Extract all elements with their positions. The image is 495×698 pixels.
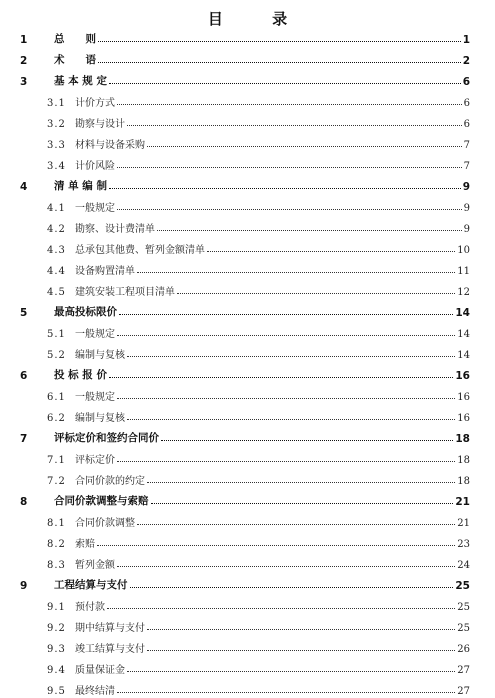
entry-title: 清 单 编 制 xyxy=(54,180,107,192)
toc-section-entry[interactable] xyxy=(0,322,495,340)
entry-page-number: 27 xyxy=(457,665,470,676)
entry-number: 7.2 xyxy=(47,476,66,487)
entry-page-number: 24 xyxy=(457,560,470,571)
entry-title: 暂列金额 xyxy=(75,560,115,571)
entry-number: 4.1 xyxy=(47,203,66,214)
entry-title: 工程结算与支付 xyxy=(54,579,128,591)
entry-number: 4.2 xyxy=(47,224,66,235)
entry-title: 材料与设备采购 xyxy=(75,140,145,151)
entry-title: 评标定价和签约合同价 xyxy=(54,432,159,444)
entry-number: 6 xyxy=(20,370,28,382)
toc-section-entry[interactable] xyxy=(0,616,495,634)
entry-number: 1 xyxy=(20,34,28,46)
toc-chapter-entry[interactable] xyxy=(0,301,495,319)
entry-title: 评标定价 xyxy=(75,455,115,466)
dot-leader xyxy=(130,586,454,588)
toc-section-entry[interactable] xyxy=(0,679,495,697)
entry-title: 最高投标限价 xyxy=(54,306,117,318)
entry-title: 一般规定 xyxy=(75,203,115,214)
toc-chapter-entry[interactable] xyxy=(0,175,495,193)
dot-leader xyxy=(117,166,462,168)
toc-chapter-entry[interactable] xyxy=(0,427,495,445)
entry-number: 9.4 xyxy=(47,665,66,676)
entry-number: 4.4 xyxy=(47,266,66,277)
entry-number: 3.4 xyxy=(47,161,66,172)
dot-leader xyxy=(109,187,461,189)
entry-number: 6.2 xyxy=(47,413,66,424)
toc-chapter-entry[interactable] xyxy=(0,364,495,382)
entry-number: 4.3 xyxy=(47,245,66,256)
toc-section-entry[interactable] xyxy=(0,91,495,109)
dot-leader xyxy=(117,565,455,567)
toc-section-entry[interactable] xyxy=(0,259,495,277)
entry-title: 计价风险 xyxy=(75,161,115,172)
entry-title: 总 则 xyxy=(54,33,96,45)
entry-number: 5.2 xyxy=(47,350,66,361)
entry-title: 合同价款的约定 xyxy=(75,476,145,487)
entry-title: 基 本 规 定 xyxy=(54,75,107,87)
entry-page-number: 6 xyxy=(462,76,470,88)
entry-page-number: 9 xyxy=(463,224,470,235)
entry-title: 设备购置清单 xyxy=(75,266,135,277)
toc-section-entry[interactable] xyxy=(0,217,495,235)
entry-page-number: 14 xyxy=(455,307,470,319)
dot-leader xyxy=(157,229,462,231)
toc-chapter-entry[interactable] xyxy=(0,28,495,46)
dot-leader xyxy=(117,460,455,462)
toc-section-entry[interactable] xyxy=(0,385,495,403)
entry-page-number: 25 xyxy=(457,623,470,634)
dot-leader xyxy=(98,61,461,63)
entry-title: 编制与复核 xyxy=(75,413,125,424)
entry-title: 总承包其他费、暂列金额清单 xyxy=(75,245,205,256)
toc-section-entry[interactable] xyxy=(0,238,495,256)
entry-page-number: 16 xyxy=(457,392,470,403)
toc-chapter-entry[interactable] xyxy=(0,70,495,88)
entry-title: 编制与复核 xyxy=(75,350,125,361)
page-title: 目 录 xyxy=(207,10,310,28)
toc-section-entry[interactable] xyxy=(0,637,495,655)
entry-number: 4 xyxy=(20,181,28,193)
entry-page-number: 26 xyxy=(457,644,470,655)
entry-page-number: 11 xyxy=(457,266,470,277)
toc-chapter-entry[interactable] xyxy=(0,574,495,592)
dot-leader xyxy=(117,691,455,693)
entry-title: 勘察、设计费清单 xyxy=(75,224,155,235)
toc-section-entry[interactable] xyxy=(0,154,495,172)
dot-leader xyxy=(109,376,453,378)
entry-title: 勘察与设计 xyxy=(75,119,125,130)
dot-leader xyxy=(117,334,455,336)
entry-page-number: 14 xyxy=(457,329,470,340)
entry-number: 3.3 xyxy=(47,140,66,151)
dot-leader xyxy=(119,313,453,315)
dot-leader xyxy=(117,397,455,399)
entry-title: 投 标 报 价 xyxy=(54,369,107,381)
entry-title: 期中结算与支付 xyxy=(75,623,145,634)
entry-title: 一般规定 xyxy=(75,329,115,340)
entry-number: 9.5 xyxy=(47,686,66,697)
entry-page-number: 21 xyxy=(455,496,470,508)
entry-number: 8 xyxy=(20,496,28,508)
dot-leader xyxy=(127,670,455,672)
entry-number: 7.1 xyxy=(47,455,66,466)
toc-section-entry[interactable] xyxy=(0,133,495,151)
entry-page-number: 14 xyxy=(457,350,470,361)
dot-leader xyxy=(107,607,455,609)
entry-number: 8.3 xyxy=(47,560,66,571)
entry-title: 合同价款调整 xyxy=(75,518,135,529)
entry-page-number: 12 xyxy=(457,287,470,298)
entry-title: 一般规定 xyxy=(75,392,115,403)
dot-leader xyxy=(127,124,462,126)
entry-page-number: 10 xyxy=(457,245,470,256)
dot-leader xyxy=(137,523,455,525)
toc-section-entry[interactable] xyxy=(0,469,495,487)
entry-number: 8.2 xyxy=(47,539,66,550)
entry-number: 5.1 xyxy=(47,329,66,340)
dot-leader xyxy=(127,355,455,357)
dot-leader xyxy=(151,502,454,504)
toc-chapter-entry[interactable] xyxy=(0,490,495,508)
entry-number: 9.3 xyxy=(47,644,66,655)
entry-page-number: 23 xyxy=(457,539,470,550)
entry-title: 建筑安装工程项目清单 xyxy=(75,287,175,298)
entry-number: 4.5 xyxy=(47,287,66,298)
dot-leader xyxy=(137,271,455,273)
entry-page-number: 21 xyxy=(457,518,470,529)
entry-title: 合同价款调整与索赔 xyxy=(54,495,149,507)
entry-number: 3.2 xyxy=(47,119,66,130)
entry-page-number: 16 xyxy=(455,370,470,382)
entry-title: 质量保证金 xyxy=(75,665,125,676)
entry-title: 竣工结算与支付 xyxy=(75,644,145,655)
entry-page-number: 2 xyxy=(462,55,470,67)
entry-page-number: 6 xyxy=(463,98,470,109)
toc-section-entry[interactable] xyxy=(0,448,495,466)
entry-number: 5 xyxy=(20,307,28,319)
dot-leader xyxy=(117,103,462,105)
dot-leader xyxy=(147,649,455,651)
entry-page-number: 18 xyxy=(457,476,470,487)
toc-section-entry[interactable] xyxy=(0,196,495,214)
dot-leader xyxy=(147,145,462,147)
entry-page-number: 7 xyxy=(463,140,470,151)
entry-page-number: 16 xyxy=(457,413,470,424)
toc-section-entry[interactable] xyxy=(0,595,495,613)
dot-leader xyxy=(97,544,455,546)
entry-page-number: 9 xyxy=(462,181,470,193)
dot-leader xyxy=(109,82,461,84)
toc-chapter-entry[interactable] xyxy=(0,49,495,67)
entry-number: 3.1 xyxy=(47,98,66,109)
toc-section-entry[interactable] xyxy=(0,553,495,571)
entry-number: 2 xyxy=(20,55,28,67)
toc-section-entry[interactable] xyxy=(0,112,495,130)
entry-page-number: 27 xyxy=(457,686,470,697)
entry-number: 9 xyxy=(20,580,28,592)
entry-page-number: 1 xyxy=(462,34,470,46)
entry-page-number: 25 xyxy=(457,602,470,613)
entry-page-number: 7 xyxy=(463,161,470,172)
dot-leader xyxy=(117,208,462,210)
entry-page-number: 9 xyxy=(463,203,470,214)
dot-leader xyxy=(147,628,455,630)
entry-page-number: 18 xyxy=(455,433,470,445)
entry-number: 6.1 xyxy=(47,392,66,403)
entry-title: 术 语 xyxy=(54,54,96,66)
toc-section-entry[interactable] xyxy=(0,406,495,424)
toc-section-entry[interactable] xyxy=(0,511,495,529)
dot-leader xyxy=(207,250,455,252)
entry-page-number: 25 xyxy=(455,580,470,592)
dot-leader xyxy=(161,439,453,441)
dot-leader xyxy=(127,418,455,420)
toc-section-entry[interactable] xyxy=(0,343,495,361)
entry-number: 9.1 xyxy=(47,602,66,613)
dot-leader xyxy=(147,481,455,483)
dot-leader xyxy=(98,40,461,42)
entry-title: 索赔 xyxy=(75,539,95,550)
entry-number: 3 xyxy=(20,76,28,88)
entry-page-number: 18 xyxy=(457,455,470,466)
entry-title: 最终结清 xyxy=(75,686,115,697)
toc-section-entry[interactable] xyxy=(0,532,495,550)
entry-title: 计价方式 xyxy=(75,98,115,109)
entry-page-number: 6 xyxy=(463,119,470,130)
entry-title: 预付款 xyxy=(75,602,105,613)
toc-section-entry[interactable] xyxy=(0,658,495,676)
entry-number: 9.2 xyxy=(47,623,66,634)
toc-section-entry[interactable] xyxy=(0,280,495,298)
dot-leader xyxy=(177,292,455,294)
entry-number: 8.1 xyxy=(47,518,66,529)
entry-number: 7 xyxy=(20,433,28,445)
